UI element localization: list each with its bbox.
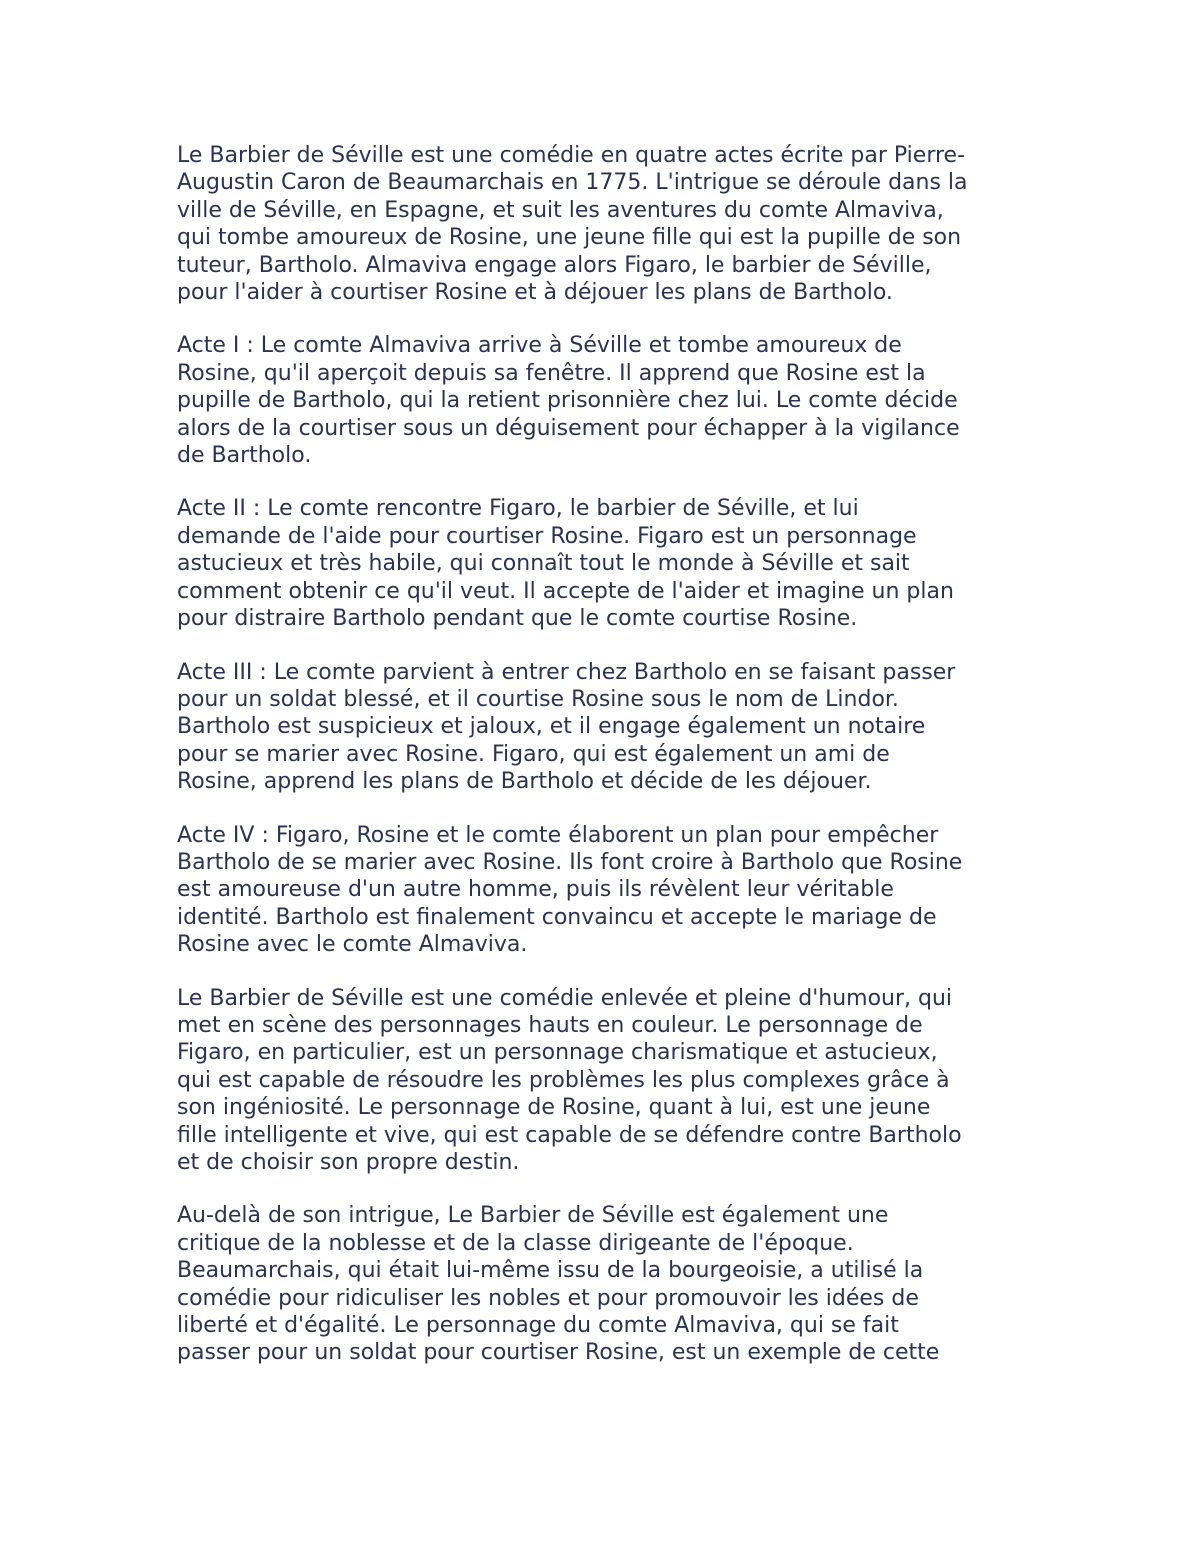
text-line: tuteur, Bartholo. Almaviva engage alors Figaro, le barbier de Séville, xyxy=(177,252,932,278)
text-line: Figaro, en particulier, est un personnage charismatique et astucieux, xyxy=(177,1040,938,1066)
text-line: pour un soldat blessé, et il courtise Rosine sous le nom de Lindor. xyxy=(177,686,899,712)
text-line: Bartholo de se marier avec Rosine. Ils font croire à Bartholo que Rosine xyxy=(177,849,963,875)
text-line: Acte III : Le comte parvient à entrer chez Bartholo en se faisant passer xyxy=(177,659,956,685)
text-line: identité. Bartholo est finalement convaincu et accepte le mariage de xyxy=(177,904,937,930)
text-line: qui tombe amoureux de Rosine, une jeune fille qui est la pupille de son xyxy=(177,225,962,251)
text-line: ville de Séville, en Espagne, et suit les aventures du comte Almaviva, xyxy=(177,197,944,223)
text-line: Le Barbier de Séville est une comédie enlevée et pleine d'humour, qui xyxy=(177,985,953,1011)
text-line: liberté et d'égalité. Le personnage du comte Almaviva, qui se fait xyxy=(177,1313,899,1339)
text-line: Au-delà de son intrigue, Le Barbier de Séville est également une xyxy=(177,1203,889,1229)
text-line: de Bartholo. xyxy=(177,443,312,469)
text-line: Beaumarchais, qui était lui-même issu de la bourgeoisie, a utilisé la xyxy=(177,1258,924,1284)
text-line: qui est capable de résoudre les problèmes les plus complexes grâce à xyxy=(177,1067,950,1093)
text-line: alors de la courtiser sous un déguisement pour échapper à la vigilance xyxy=(177,415,960,441)
text-line: Augustin Caron de Beaumarchais en 1775. L'intrigue se déroule dans la xyxy=(177,170,968,196)
document-body xyxy=(177,142,1037,1393)
text-line: est amoureuse d'un autre homme, puis ils révèlent leur véritable xyxy=(177,877,894,903)
text-line: critique de la noblesse et de la classe dirigeante de l'époque. xyxy=(177,1230,854,1256)
text-line: fille intelligente et vive, qui est capable de se défendre contre Bartholo xyxy=(177,1122,962,1148)
paragraph-intro xyxy=(177,142,1037,306)
text-line: Rosine avec le comte Almaviva. xyxy=(177,932,528,958)
text-line: Acte IV : Figaro, Rosine et le comte élaborent un plan pour empêcher xyxy=(177,822,939,848)
paragraph-acte-3 xyxy=(177,659,1037,796)
text-line: met en scène des personnages hauts en couleur. Le personnage de xyxy=(177,1012,923,1038)
text-line: comédie pour ridiculiser les nobles et pour promouvoir les idées de xyxy=(177,1285,919,1311)
text-line: pour distraire Bartholo pendant que le comte courtise Rosine. xyxy=(177,606,858,632)
text-line: demande de l'aide pour courtiser Rosine. Figaro est un personnage xyxy=(177,523,917,549)
text-line: passer pour un soldat pour courtiser Rosine, est un exemple de cette xyxy=(177,1340,940,1366)
text-line: Acte I : Le comte Almaviva arrive à Séville et tombe amoureux de xyxy=(177,333,902,359)
text-line: Rosine, apprend les plans de Bartholo et décide de les déjouer. xyxy=(177,769,872,795)
text-line: Le Barbier de Séville est une comédie en quatre actes écrite par Pierre- xyxy=(177,143,966,168)
text-line: Rosine, qu'il aperçoit depuis sa fenêtre. Il apprend que Rosine est la xyxy=(177,360,926,386)
text-line: pour l'aider à courtiser Rosine et à déjouer les plans de Bartholo. xyxy=(177,280,893,306)
paragraph-analysis xyxy=(177,985,1037,1177)
paragraph-critique xyxy=(177,1202,1037,1366)
text-line: astucieux et très habile, qui connaît tout le monde à Séville et sait xyxy=(177,551,910,577)
text-line: pour se marier avec Rosine. Figaro, qui est également un ami de xyxy=(177,741,890,767)
paragraph-acte-4 xyxy=(177,822,1037,959)
paragraph-acte-1 xyxy=(177,332,1037,469)
paragraph-acte-2 xyxy=(177,495,1037,632)
text-line: Acte II : Le comte rencontre Figaro, le barbier de Séville, et lui xyxy=(177,496,859,522)
text-line: et de choisir son propre destin. xyxy=(177,1150,520,1175)
text-line: son ingéniosité. Le personnage de Rosine, quant à lui, est une jeune xyxy=(177,1095,931,1121)
text-line: pupille de Bartholo, qui la retient prisonnière chez lui. Le comte décide xyxy=(177,388,958,414)
text-line: comment obtenir ce qu'il veut. Il accepte de l'aider et imagine un plan xyxy=(177,578,954,604)
text-line: Bartholo est suspicieux et jaloux, et il engage également un notaire xyxy=(177,714,926,740)
